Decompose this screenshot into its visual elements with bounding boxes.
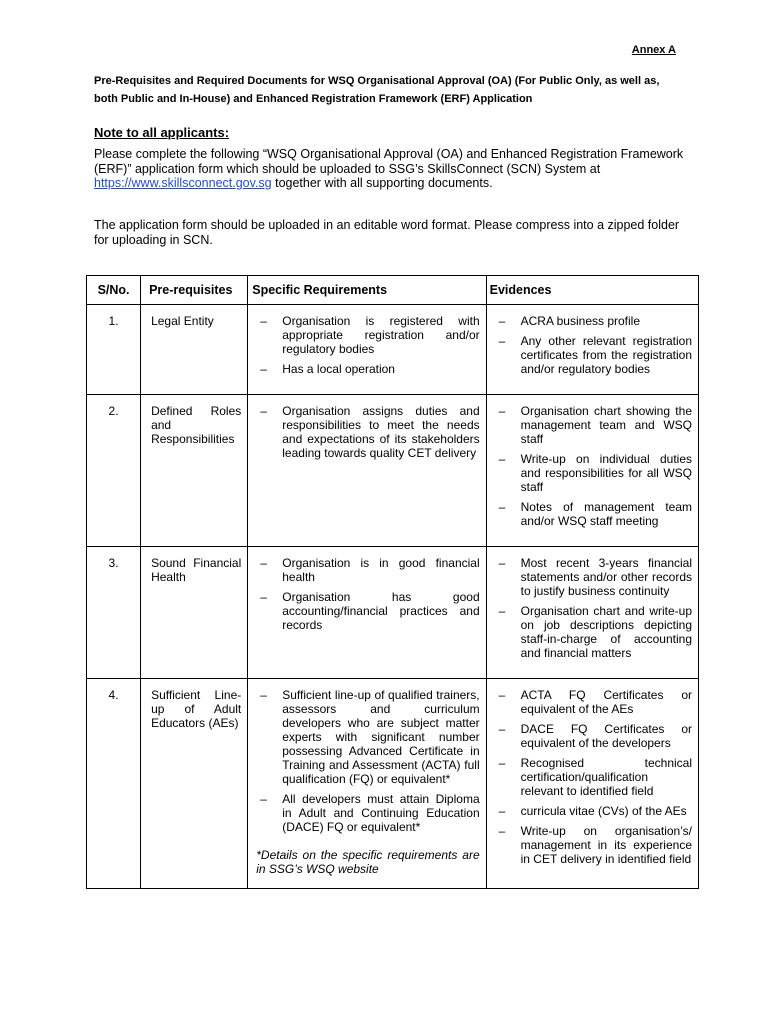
requirements-table (86, 275, 699, 889)
row-prerequisite: Legal Entity (141, 305, 248, 395)
row-evidences (486, 305, 698, 395)
table-header-row (87, 276, 699, 305)
requirement-item: – Organisation is in good financial health (254, 556, 479, 584)
evidence-item: – Write-up on individual duties and responsibilities for all WSQ staff (493, 452, 692, 494)
row-specific-requirements (248, 547, 486, 679)
note-paragraph-1-tail: together with all supporting documents. (271, 176, 493, 191)
requirement-item: – Sufficient line-up of qualified trainers, assessors and curriculum developers who are subject matter experts with significant number possessing Advanced Certificate in Training and Assessment (ACTA) full qualification (FQ) or equivalent* (254, 688, 479, 786)
header-sno: S/No. (87, 276, 141, 305)
evidences-list (493, 556, 692, 660)
evidence-item: – Recognised technical certification/qualification relevant to identified field (493, 756, 692, 798)
row-evidences (486, 679, 698, 889)
row-evidences (486, 547, 698, 679)
row-sno: 2. (87, 395, 141, 547)
row-specific-requirements (248, 679, 486, 889)
evidence-item: – Organisation chart and write-up on job descriptions depicting staff-in-charge of accounting and financial matters (493, 604, 692, 660)
evidence-item: – Write-up on organisation’s/ management in its experience in CET delivery in identified field (493, 824, 692, 866)
table-row (87, 395, 699, 547)
header-prerequisites: Pre-requisites (141, 276, 248, 305)
requirement-item: – Organisation assigns duties and responsibilities to meet the needs and expectations of its stakeholders leading towards quality CET delivery (254, 404, 479, 460)
row-specific-requirements (248, 395, 486, 547)
row-sno: 4. (87, 679, 141, 889)
note-paragraph-1 (94, 147, 684, 191)
evidence-item: – Organisation chart showing the management team and WSQ staff (493, 404, 692, 446)
evidence-item: – curricula vitae (CVs) of the AEs (493, 804, 692, 818)
requirement-item: – Organisation has good accounting/financial practices and records (254, 590, 479, 632)
table-body (87, 305, 699, 889)
note-paragraph-1-text: Please complete the following “WSQ Organisational Approval (OA) and Enhanced Registration Framework (ERF)” application form which should be uploaded to SSG’s SkillsConnect (SCN) System at (94, 147, 684, 176)
skillsconnect-link[interactable]: https://www.skillsconnect.gov.sg (94, 176, 272, 191)
annex-label: Annex A (631, 44, 676, 56)
evidence-item: – DACE FQ Certificates or equivalent of the developers (493, 722, 692, 750)
row-evidences (486, 395, 698, 547)
row-prerequisite: Sufficient Line-up of Adult Educators (AEs) (141, 679, 248, 889)
table-row (87, 305, 699, 395)
requirement-item: – Organisation is registered with appropriate registration and/or regulatory bodies (254, 314, 479, 356)
document-heading: Pre-Requisites and Required Documents for WSQ Organisational Approval (OA) (For Public Only, as well as, both Public and In-House) and Enhanced Registration Framework (ERF) Application (94, 75, 660, 105)
requirement-item: – All developers must attain Diploma in Adult and Continuing Education (DACE) FQ or equivalent* (254, 792, 479, 834)
requirements-list (254, 404, 479, 460)
row-prerequisite: Sound Financial Health (141, 547, 248, 679)
evidence-item: – Notes of management team and/or WSQ staff meeting (493, 500, 692, 528)
evidence-item: – Any other relevant registration certificates from the registration and/or regulatory bodies (493, 334, 692, 376)
requirements-list (254, 314, 479, 376)
requirements-footnote: *Details on the specific requirements are in SSG’s WSQ website (256, 848, 480, 876)
row-prerequisite: Defined Roles and Responsibilities (141, 395, 248, 547)
evidences-list (493, 688, 692, 866)
table-row (87, 679, 699, 889)
note-title: Note to all applicants: (94, 125, 230, 140)
note-paragraph-2: The application form should be uploaded in an editable word format. Please compress into a zipped folder for uploading in SCN. (94, 218, 680, 247)
table-row (87, 547, 699, 679)
evidence-item: – ACTA FQ Certificates or equivalent of the AEs (493, 688, 692, 716)
row-sno: 1. (87, 305, 141, 395)
evidence-item: – ACRA business profile (493, 314, 692, 328)
requirements-list (254, 688, 479, 834)
evidence-item: – Most recent 3-years financial statements and/or other records to justify business continuity (493, 556, 692, 598)
row-sno: 3. (87, 547, 141, 679)
requirements-list (254, 556, 479, 632)
evidences-list (493, 404, 692, 528)
row-specific-requirements (248, 305, 486, 395)
header-specific-requirements: Specific Requirements (248, 276, 486, 305)
header-evidences: Evidences (486, 276, 698, 305)
requirement-item: – Has a local operation (254, 362, 479, 376)
evidences-list (493, 314, 692, 376)
